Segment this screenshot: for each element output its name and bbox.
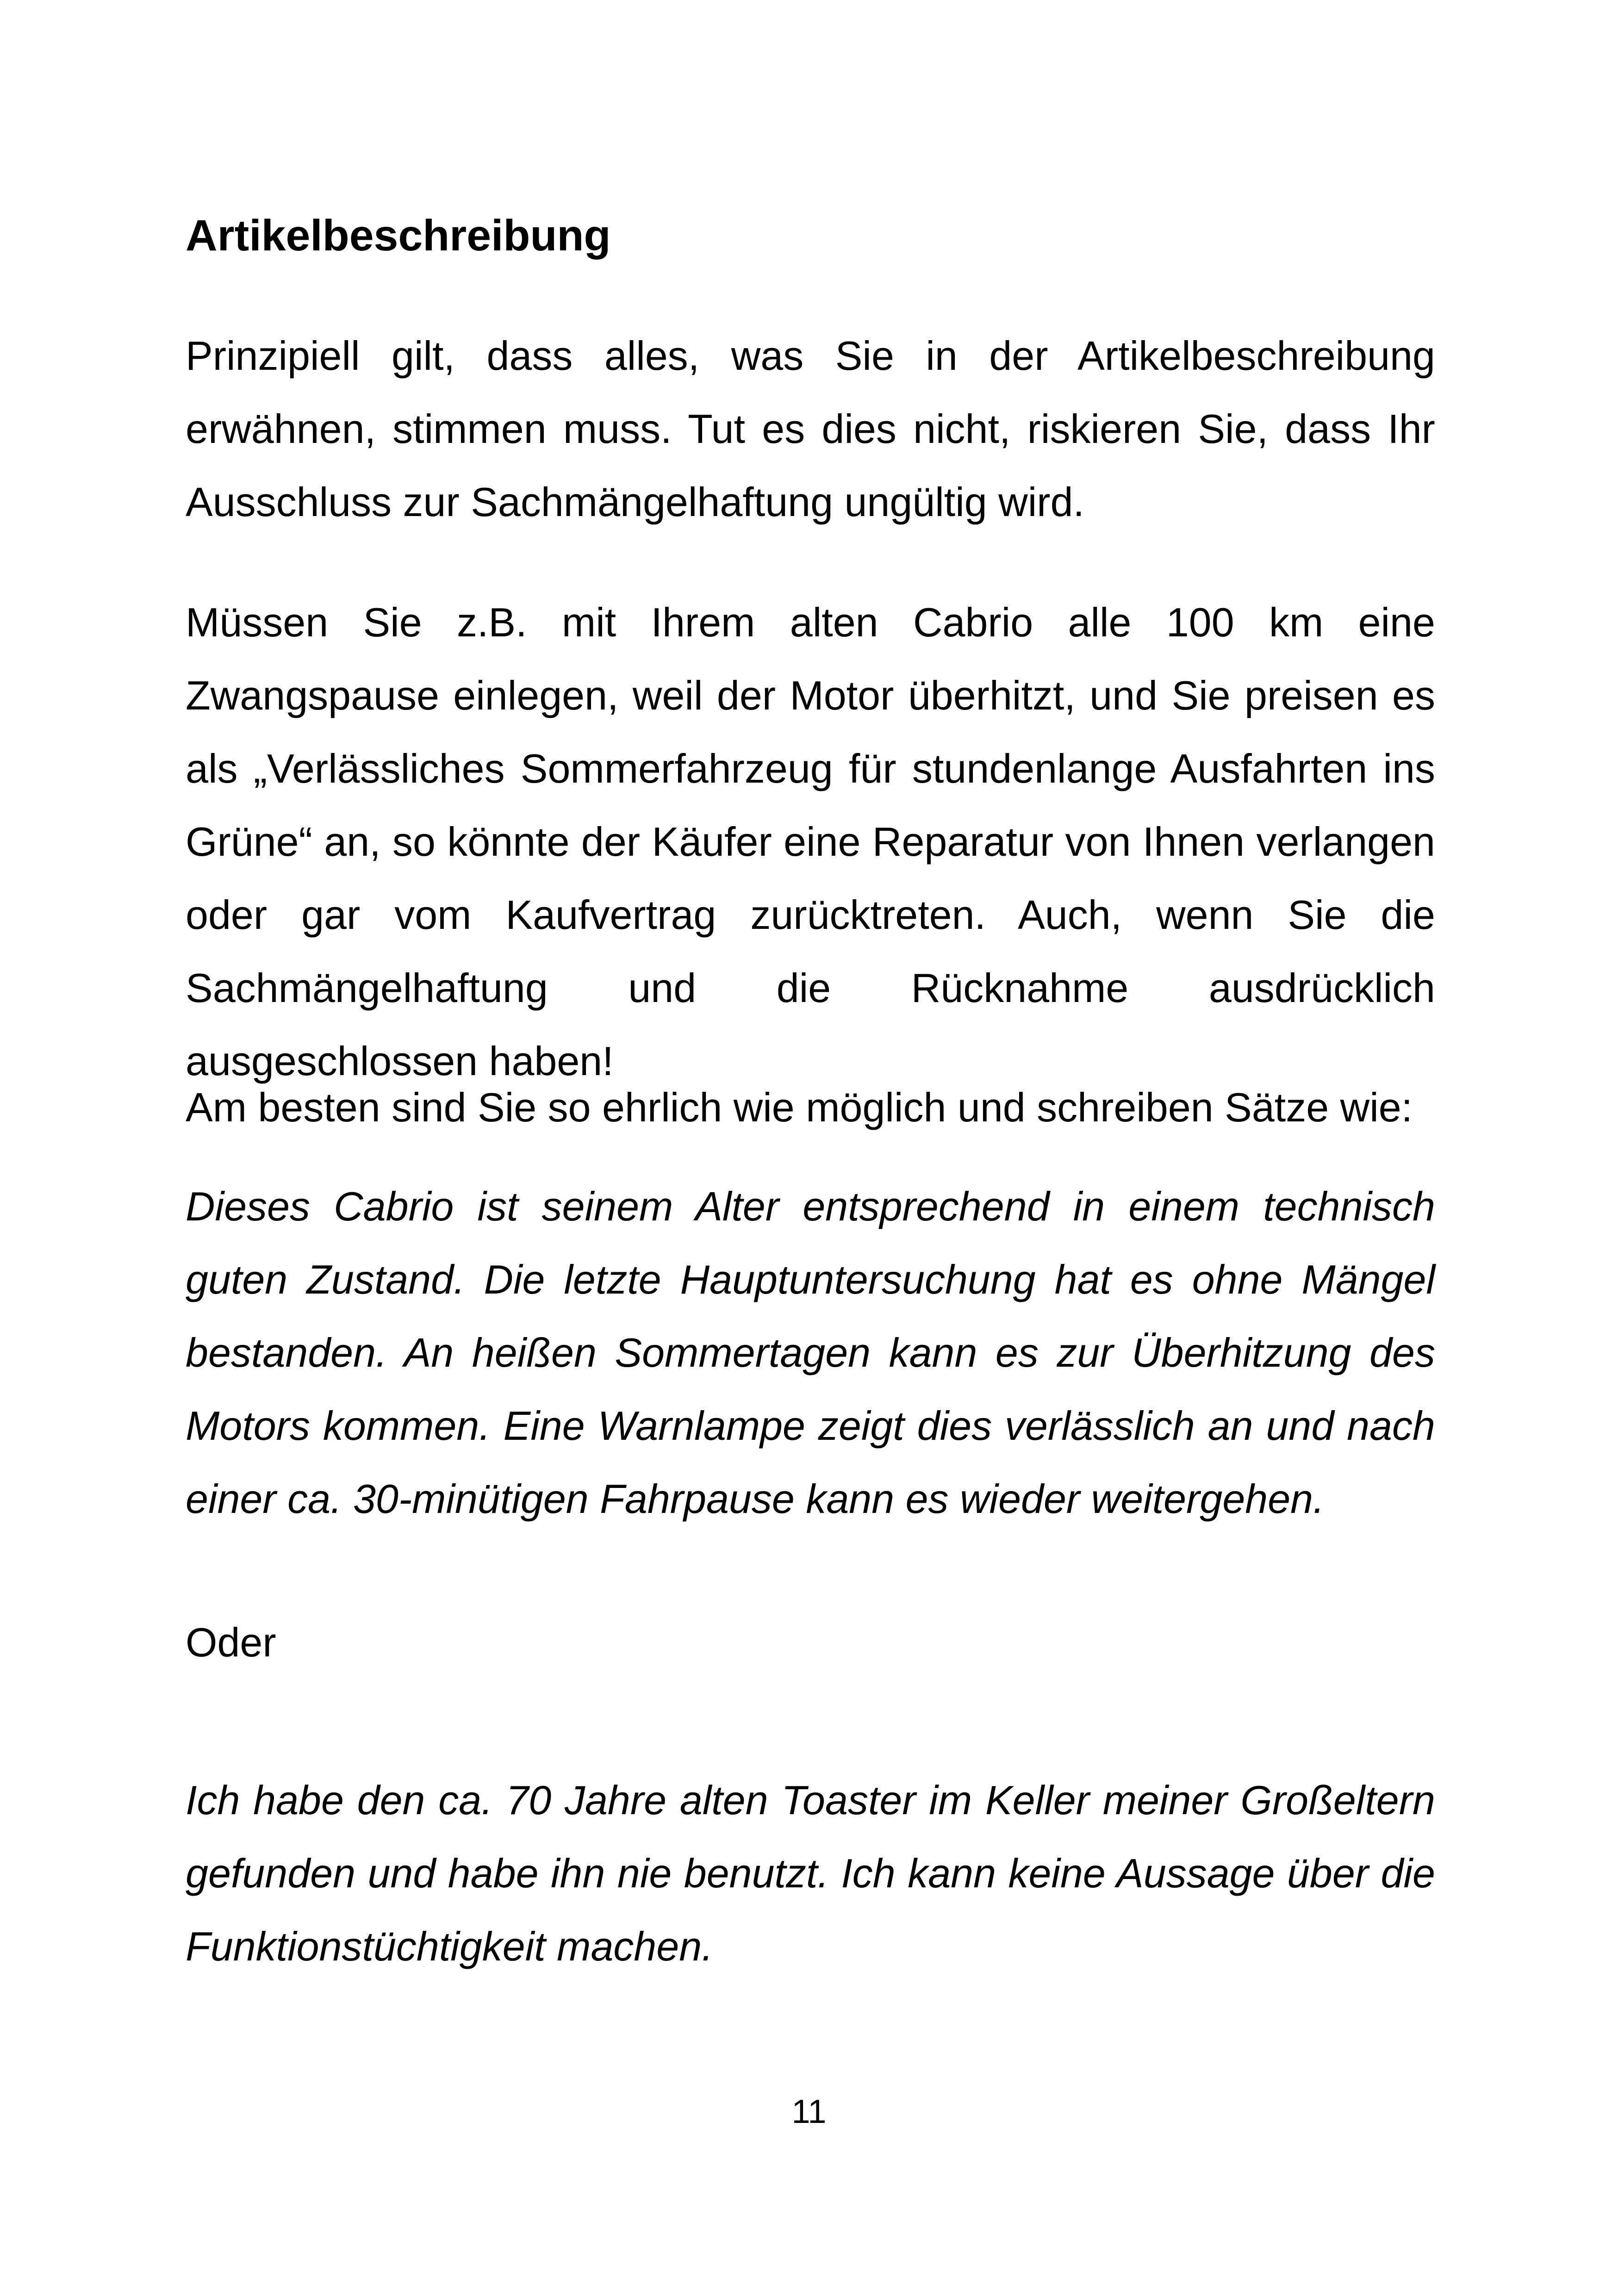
paragraph-example-cabrio: Müssen Sie z.B. mit Ihrem alten Cabrio alle 100 km eine Zwangspause einlegen, weil der Motor überhitzt, und Sie preisen es als „Verlässliches Sommerfahrzeug für stundenlange Ausfahrten ins Grüne“ an, so könnte der Käufer eine Reparatur von Ihnen verlangen oder gar vom Kaufvertrag zurücktreten. Auch, wenn Sie die Sachmängelhaftung und die Rücknahme ausdrücklich ausgeschlossen haben! [186,599,1435,1084]
paragraph-intro: Prinzipiell gilt, dass alles, was Sie in der Artikelbeschreibung erwähnen, stimmen muss. Tut es dies nicht, riskieren Sie, dass Ihr Ausschluss zur Sachmängelhaftung ungültig wird. [186,333,1435,525]
section-heading: Artikelbeschreibung [186,211,611,260]
example-text-toaster: Ich habe den ca. 70 Jahre alten Toaster im Keller meiner Großeltern gefunden und habe ihn nie benutzt. Ich kann keine Aussage über die Funktionstüchtigkeit machen. [186,1777,1435,1969]
paragraph-recommendation: Am besten sind Sie so ehrlich wie möglich und schreiben Sätze wie: [186,1084,1413,1130]
example-text-cabrio: Dieses Cabrio ist seinem Alter entsprechend in einem technisch guten Zustand. Die letzte Hauptuntersuchung hat es ohne Mängel bestanden. An heißen Sommertagen kann es zur Überhitzung des Motors kommen. Eine Warnlampe zeigt dies verlässlich an und nach einer ca. 30-minütigen Fahrpause kann es wieder weitergehen. [186,1183,1435,1522]
paragraph-oder: Oder [186,1619,276,1665]
page-number: 11 [791,2093,827,2130]
